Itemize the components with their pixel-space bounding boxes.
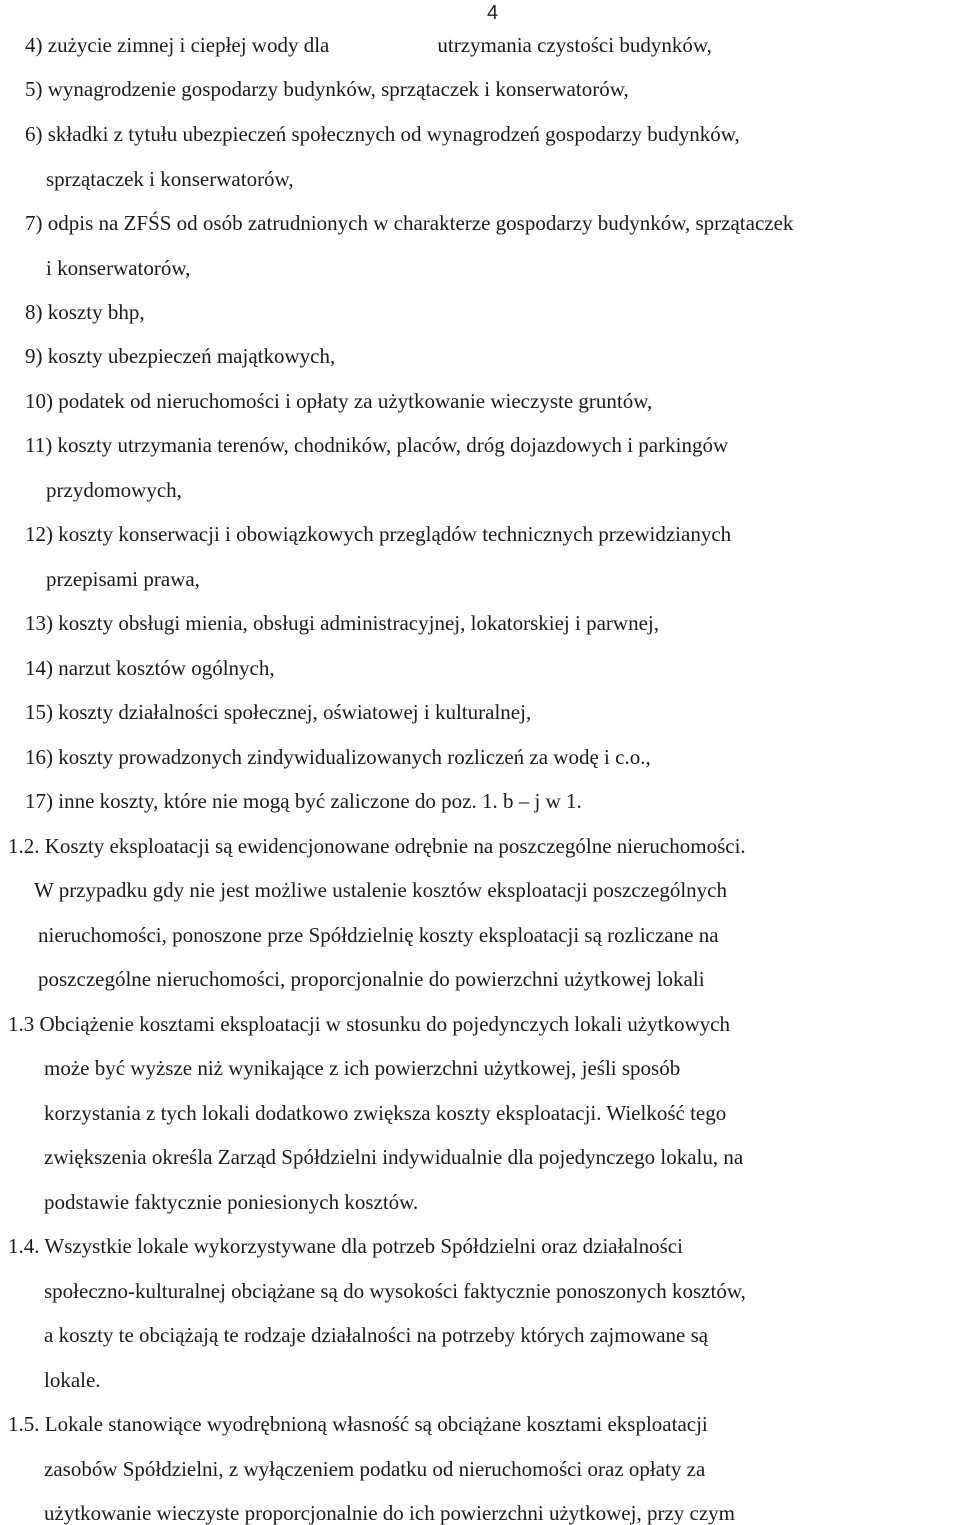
text-line: przydomowych,: [46, 478, 182, 502]
text-line: 13) koszty obsługi mienia, obsługi administracyjnej, lokatorskiej i parwnej,: [25, 611, 659, 635]
text-line: 14) narzut kosztów ogólnych,: [25, 656, 275, 680]
text-line: przepisami prawa,: [46, 567, 200, 591]
text-line: sprzątaczek i konserwatorów,: [46, 167, 294, 191]
text-line: 1.2. Koszty eksploatacji są ewidencjonowane odrębnie na poszczególne nieruchomości.: [8, 834, 746, 858]
text-line: podstawie faktycznie poniesionych kosztów.: [44, 1190, 419, 1214]
text-line: użytkowanie wieczyste proporcjonalnie do ich powierzchni użytkowej, przy czym: [44, 1501, 736, 1525]
text-line: i konserwatorów,: [46, 256, 191, 280]
text-line: nieruchomości, ponoszone prze Spółdzielnię koszty eksploatacji są rozliczane na: [38, 923, 719, 947]
text-line: 8) koszty bhp,: [25, 300, 145, 324]
text-line: 1.3 Obciążenie kosztami eksploatacji w stosunku do pojedynczych lokali użytkowych: [8, 1012, 730, 1036]
text-line: może być wyższe niż wynikające z ich powierzchni użytkowej, jeśli sposób: [44, 1056, 681, 1080]
page-number: 4: [487, 2, 499, 24]
text-line: W przypadku gdy nie jest możliwe ustalenie kosztów eksploatacji poszczególnych: [34, 878, 727, 902]
text-line: 9) koszty ubezpieczeń majątkowych,: [25, 344, 336, 368]
text-line: poszczególne nieruchomości, proporcjonalnie do powierzchni użytkowej lokali: [38, 967, 705, 991]
text-line: 1.5. Lokale stanowiące wyodrębnioną własność są obciążane kosztami eksploatacji: [8, 1412, 708, 1436]
text-line: lokale.: [44, 1368, 101, 1392]
text-line: 10) podatek od nieruchomości i opłaty za użytkowanie wieczyste gruntów,: [25, 389, 653, 413]
text-line: 1.4. Wszystkie lokale wykorzystywane dla potrzeb Spółdzielni oraz działalności: [8, 1234, 683, 1258]
text-line: 17) inne koszty, które nie mogą być zaliczone do poz. 1. b – j w 1.: [25, 789, 582, 813]
text-line: 5) wynagrodzenie gospodarzy budynków, sprzątaczek i konserwatorów,: [25, 77, 629, 101]
text-line: 4) zużycie zimnej i ciepłej wody dla utrzymania czystości budynków,: [25, 33, 712, 57]
text-line: 7) odpis na ZFŚS od osób zatrudnionych w charakterze gospodarzy budynków, sprzątaczek: [25, 211, 794, 235]
text-line: 15) koszty działalności społecznej, oświatowej i kulturalnej,: [25, 700, 532, 724]
text-line: korzystania z tych lokali dodatkowo zwiększa koszty eksploatacji. Wielkość tego: [44, 1101, 727, 1125]
text-line: 11) koszty utrzymania terenów, chodników, placów, dróg dojazdowych i parkingów: [25, 433, 729, 457]
text-line: 12) koszty konserwacji i obowiązkowych przeglądów technicznych przewidzianych: [25, 522, 732, 546]
text-line: zwiększenia określa Zarząd Spółdzielni indywidualnie dla pojedynczego lokalu, na: [44, 1145, 744, 1169]
text-line: 6) składki z tytułu ubezpieczeń społecznych od wynagrodzeń gospodarzy budynków,: [25, 122, 740, 146]
text-line: zasobów Spółdzielni, z wyłączeniem podatku od nieruchomości oraz opłaty za: [44, 1457, 706, 1481]
text-line: 16) koszty prowadzonych zindywidualizowanych rozliczeń za wodę i c.o.,: [25, 745, 651, 769]
text-line: a koszty te obciążają te rodzaje działalności na potrzeby których zajmowane są: [44, 1323, 709, 1347]
text-line: społeczno-kulturalnej obciążane są do wysokości faktycznie ponoszonych kosztów,: [44, 1279, 746, 1303]
